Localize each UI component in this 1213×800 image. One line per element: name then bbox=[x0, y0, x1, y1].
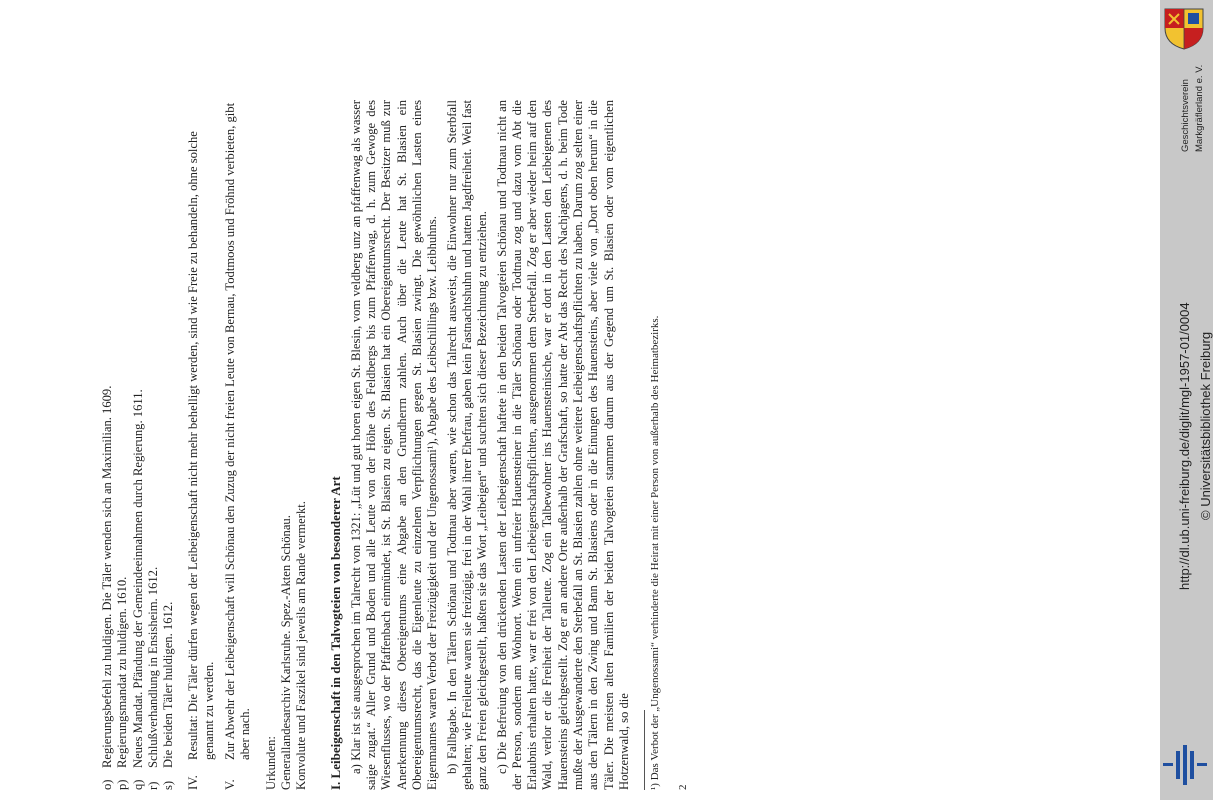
result-item: IV. Resultat: Die Täler dürfen wegen der Leibeigenschaft nicht mehr behelligt werden, sind wie Freie zu behandeln, ohne solche genannt zu werden. bbox=[186, 131, 216, 790]
urkunden-line: Generallandesarchiv Karlsruhe. Spez.-Akten Schönau. bbox=[278, 515, 293, 790]
list-item: p) Regierungsmandat zu huldigen. 1610. bbox=[115, 576, 130, 790]
urkunden-line: Konvolute und Faszikel sind jeweils am Rande vermerkt. bbox=[294, 501, 309, 790]
society-name-line2: Markgräflerland e. V. bbox=[1194, 64, 1205, 152]
library-copyright: © Universitätsbibliothek Freiburg bbox=[1198, 331, 1213, 520]
item-list bbox=[100, 100, 176, 790]
library-url[interactable]: http://dl.ub.uni-freiburg.de/diglit/mgl-1957-01/0004 bbox=[1177, 302, 1192, 590]
list-item: s) Die beiden Täler huldigen. 1612. bbox=[161, 601, 176, 790]
results-list bbox=[186, 100, 253, 790]
paragraph-a: a) Klar ist sie ausgesprochen im Talrecht von 1321: „Lüt und gut horen eigen St. Blesin, vom veldberg unz an pfaffenwag als wasser saige zugat.“ Aller Grund und Boden und alle Leute von der Höhe des Feldbergs bis zum Pfaffenwag, d. h. zum Gewoge des Wiesenflusses, wo der Pfaffenbach einmündet, ist St. Blasien zu eigen. St. Blasien hat ein Obereigentumsrecht. Der Besitzer muß zur Anerkennung dieses Obereigentums eine Abgabe an den Grundherrn zahlen. Auch über die Leute hat St. Blasien ein Obereigentumsrecht, das die Eigenleute zu einzelnen Verpflichtungen gegen St. Blasien zwingt. Die gewöhnlichen Lasten eines Eigenmannes waren Verbot der Freizügigkeit und der Ungenossami¹), Abgabe des Leibschillings bzw. Leibhuhns. bbox=[348, 100, 440, 790]
result-item: V. Zur Abwehr der Leibeigenschaft will Schönau den Zuzug der nicht freien Leute von Bernau, Todtmoos und Fröhnd verbieten, gibt aber nach. bbox=[223, 102, 253, 790]
paragraph-c: c) Die Befreiung von den drückenden Lasten der Leibeigenschaft haftete in den beiden Talvogteien Schönau und Todtnau nicht an der Person, sondern am Wohnort. Wenn ein unfreier Hauensteiner in die Täler Schönau oder Todtnau zog und dazu vom Abt die Erlaubnis erhalten hatte, war er frei von den Leibeigenschaftspflichten, ausgenommen dem Sterbefall. Zog er aber wieder heim auf den Wald, verlor er die Freiheit der Talleute. Zog ein Talbewohner ins Hauensteinische, war er dort in den Lasten den Leibeigenen des Hauensteins gleichgestellt. Zog er an andere Orte außerhalb der Grafschaft, so hatte der Abt das Recht des Nachjagens, d. h. beim Tode mußte der Ausgewanderte den Sterbefall an St. Blasien zahlen ohne weitere Leibeigenschaftspflichten zu haben. Darum zog selten einer aus den Tälern in den Zwing und Bann St. Blasiens oder in die Einungen des Hauensteins, aber viele von „Dort oben herum“ in die Täler. Die meisten alten Familien der beiden Talvogteien stammen darum aus der Gegend um St. Blasien oder vom eigentlichen Hotzenwald, so die bbox=[494, 100, 631, 790]
list-item: q) Neues Mandat. Pfändung der Gemeindeeinnahmen durch Regierung. 1611. bbox=[130, 389, 145, 790]
coat-of-arms-icon bbox=[1161, 6, 1207, 50]
urkunden-title: Urkunden: bbox=[263, 736, 278, 790]
list-item: r) Schlußverhandlung in Ensisheim. 1612. bbox=[145, 566, 160, 790]
society-name-line1: Geschichtsverein bbox=[1180, 79, 1191, 152]
rotated-page-content bbox=[100, 100, 980, 790]
section-heading: I. Leibeigenschaft in den Talvogteien von besonderer Art bbox=[327, 476, 343, 790]
paragraph-b: b) Fallbgabe. In den Tälern Schönau und Todtnau aber waren, wie schon das Talrecht ausweist, die Einwohner nur zum Sterbfall gehalten; wie Freileute waren sie freizügig, frei in der Wahl ihrer Ehefrau, gaben kein Fastnachtshuhn und hatten Jagdfreiheit. Weil fast ganz den Freien gleichgestellt, haßten sie das Wort „Leibeigen“ und suchten sich dieser Bezeichnung zu entziehen. bbox=[444, 100, 490, 790]
university-library-logo-icon bbox=[1163, 745, 1207, 785]
page-number: 2 bbox=[677, 784, 690, 790]
footnote: ¹) Das Verbot der „Ungenossami“ verhinderte die Heirat mit einer Person von außerhalb des Heimatbezirks. bbox=[649, 315, 662, 790]
list-item: o) Regierungsbefehl zu huldigen. Die Täler wenden sich an Maximilian. 1609. bbox=[100, 385, 114, 790]
urkunden-block bbox=[264, 100, 310, 790]
footnote-divider bbox=[644, 710, 645, 790]
